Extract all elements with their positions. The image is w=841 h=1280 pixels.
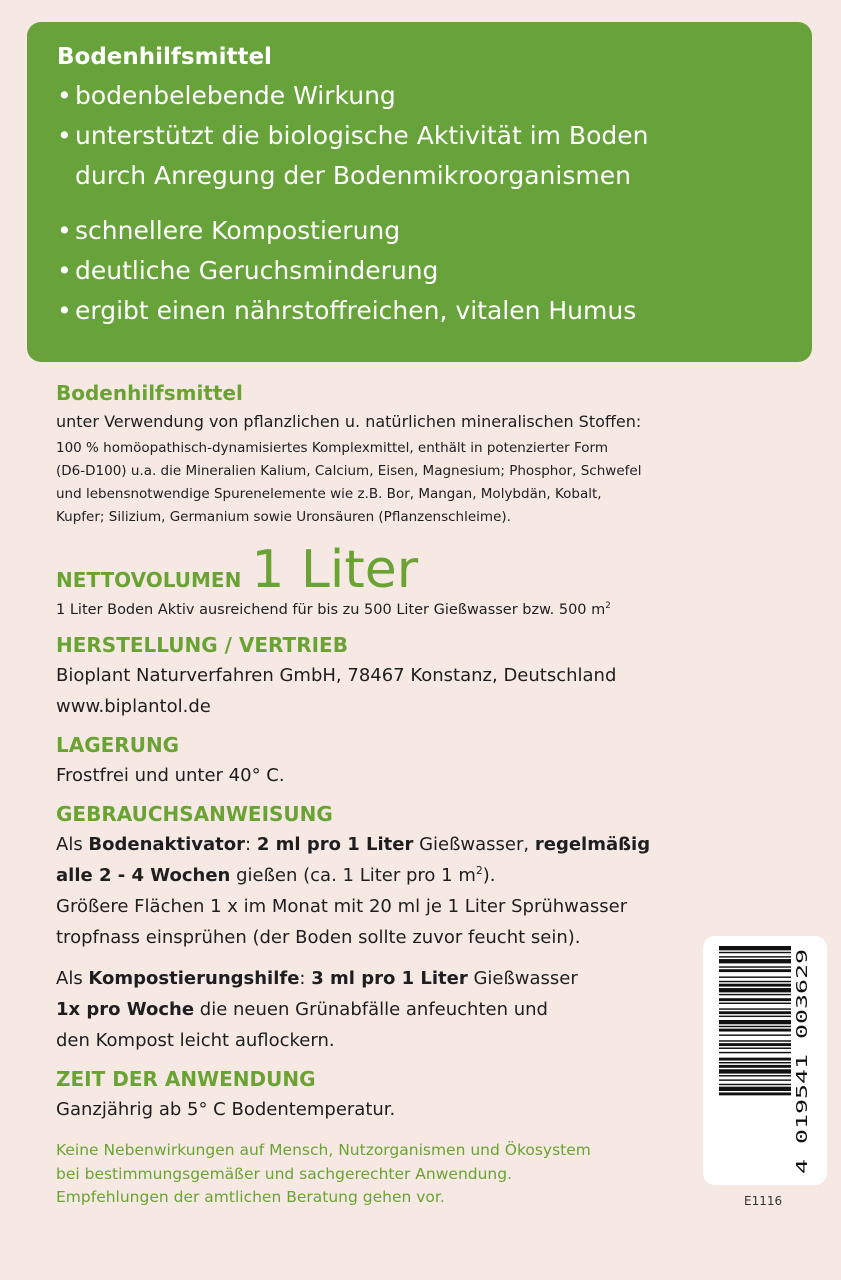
usage-text: gießen (ca. 1 Liter pro 1 m bbox=[230, 865, 476, 886]
benefits-title: Bodenhilfsmittel bbox=[57, 44, 272, 70]
usage-bold: 3 ml pro 1 Liter bbox=[311, 968, 468, 989]
usage-bold: alle 2 - 4 Wochen bbox=[56, 865, 231, 886]
usage-bold: Bodenaktivator bbox=[88, 834, 246, 855]
usage-text: : bbox=[245, 834, 257, 855]
product-info bbox=[56, 378, 796, 1210]
usage-text: : bbox=[299, 968, 312, 989]
manufacturer-section bbox=[56, 630, 796, 722]
net-volume-value: 1 Liter bbox=[251, 540, 419, 600]
safety-note-line: Keine Nebenwirkungen auf Mensch, Nutzorganismen und Ökosystem bbox=[56, 1141, 591, 1159]
usage-heading: GEBRAUCHSANWEISUNG bbox=[56, 802, 333, 826]
barcode-bar bbox=[719, 1034, 791, 1035]
benefits-panel bbox=[27, 22, 812, 362]
barcode-bar bbox=[719, 988, 791, 992]
barcode-bar bbox=[719, 1043, 791, 1046]
barcode-bar bbox=[719, 1052, 791, 1053]
storage-heading: LAGERUNG bbox=[56, 733, 180, 757]
usage-sup: 2 bbox=[475, 864, 483, 877]
ingredients-line: 100 % homöopathisch-dynamisiertes Komplexmittel, enthält in potenzierter Form bbox=[56, 440, 608, 456]
composition-subtitle: unter Verwendung von pflanzlichen u. natürlichen mineralischen Stoffen: bbox=[56, 412, 642, 431]
barcode-bar bbox=[719, 959, 791, 963]
usage-text: Als bbox=[56, 834, 89, 855]
benefit-item bbox=[57, 116, 812, 196]
barcode-bar bbox=[719, 1084, 791, 1085]
benefit-item: • deutliche Geruchsminderung bbox=[57, 251, 812, 291]
barcode-bar bbox=[719, 1069, 791, 1073]
usage-bold: 1x pro Woche bbox=[56, 999, 195, 1020]
usage-bold: Kompostierungshilfe bbox=[88, 968, 300, 989]
benefit-item: • schnellere Kompostierung bbox=[57, 211, 812, 251]
storage-section bbox=[56, 730, 796, 791]
barcode-bar bbox=[719, 998, 791, 1001]
usage-bold: 2 ml pro 1 Liter bbox=[256, 834, 414, 855]
barcode-bar bbox=[719, 1087, 791, 1091]
barcode-bar bbox=[719, 956, 791, 957]
manufacturer-address: Bioplant Naturverfahren GmbH, 78467 Konstanz, Deutschland bbox=[56, 665, 617, 686]
product-code: E1116 bbox=[744, 1194, 783, 1208]
usage-text: ). bbox=[482, 865, 496, 886]
barcode-digits: 4 019541 003629 bbox=[793, 1038, 811, 1174]
barcode-bar bbox=[719, 1040, 791, 1041]
volume-note bbox=[56, 598, 796, 622]
barcode-bar bbox=[719, 1029, 791, 1032]
timing-heading: ZEIT DER ANWENDUNG bbox=[56, 1067, 316, 1091]
barcode-bar bbox=[719, 969, 791, 972]
barcode-bar bbox=[719, 1003, 791, 1004]
barcode-bar bbox=[719, 946, 791, 950]
barcode-bar bbox=[719, 984, 791, 987]
net-volume bbox=[56, 540, 796, 600]
barcode-bar bbox=[719, 1075, 791, 1076]
barcode-bar bbox=[719, 994, 791, 995]
barcode-bar bbox=[719, 966, 791, 967]
timing-section bbox=[56, 1064, 796, 1125]
barcode-bar bbox=[719, 981, 791, 982]
safety-note bbox=[56, 1139, 796, 1210]
barcode-bar bbox=[719, 1065, 791, 1068]
barcode-bar bbox=[719, 1016, 791, 1017]
barcode-graphic bbox=[719, 946, 813, 1175]
manufacturer-website: www.biplantol.de bbox=[56, 696, 211, 717]
barcode-bar bbox=[719, 1079, 791, 1080]
ingredients-line: Kupfer; Silizium, Germanium sowie Uronsäuren (Pflanzenschleime). bbox=[56, 509, 511, 525]
usage-text: Gießwasser, bbox=[413, 834, 535, 855]
benefit-item-line: durch Anregung der Bodenmikroorganismen bbox=[75, 161, 631, 190]
barcode-bar bbox=[719, 952, 791, 953]
barcode-bar bbox=[719, 1008, 791, 1009]
usage-section bbox=[56, 799, 796, 1056]
safety-note-line: Empfehlungen der amtlichen Beratung gehen vor. bbox=[56, 1188, 445, 1206]
usage-text: Gießwasser bbox=[467, 968, 578, 989]
usage-text: Größere Flächen 1 x im Monat mit 20 ml je 1 Liter Sprühwasser bbox=[56, 896, 628, 917]
timing-text: Ganzjährig ab 5° C Bodentemperatur. bbox=[56, 1099, 396, 1120]
usage-paragraph-2 bbox=[56, 963, 796, 1056]
ingredients-line: (D6-D100) u.a. die Mineralien Kalium, Calcium, Eisen, Magnesium; Phosphor, Schwefel bbox=[56, 463, 642, 479]
ingredients-line: und lebensnotwendige Spurenelemente wie z.B. Bor, Mangan, Molybdän, Kobalt, bbox=[56, 486, 602, 502]
volume-note-sup: 2 bbox=[605, 601, 611, 612]
benefit-item: • ergibt einen nährstoffreichen, vitalen Humus bbox=[57, 291, 812, 331]
manufacturer-heading: HERSTELLUNG / VERTRIEB bbox=[56, 633, 348, 657]
net-volume-label: NETTOVOLUMEN bbox=[56, 568, 242, 592]
barcode-bar bbox=[719, 1011, 791, 1014]
barcode-bar bbox=[719, 1026, 791, 1027]
storage-text: Frostfrei und unter 40° C. bbox=[56, 765, 285, 786]
barcode bbox=[703, 936, 827, 1185]
barcode-bar bbox=[719, 1058, 791, 1061]
composition-title: Bodenhilfsmittel bbox=[56, 381, 243, 405]
barcode-bar bbox=[719, 1092, 791, 1095]
usage-text: Als bbox=[56, 968, 89, 989]
ingredients-text bbox=[56, 437, 796, 529]
barcode-bar bbox=[719, 976, 791, 977]
usage-text: den Kompost leicht auflockern. bbox=[56, 1030, 335, 1051]
benefit-item: • bodenbelebende Wirkung bbox=[57, 76, 812, 116]
usage-text: die neuen Grünabfälle anfeuchten und bbox=[194, 999, 548, 1020]
barcode-bar bbox=[719, 1062, 791, 1063]
safety-note-line: bei bestimmungsgemäßer und sachgerechter Anwendung. bbox=[56, 1164, 513, 1183]
barcode-bars bbox=[719, 946, 791, 1095]
benefit-item-line: unterstützt die biologische Aktivität im Boden bbox=[75, 121, 649, 150]
barcode-bar bbox=[719, 1020, 791, 1024]
usage-bold: regelmäßig bbox=[534, 834, 651, 855]
volume-note-text: 1 Liter Boden Aktiv ausreichend für bis zu 500 Liter Gießwasser bzw. 500 m bbox=[56, 602, 606, 618]
benefits-list bbox=[57, 76, 812, 331]
barcode-bar bbox=[719, 1048, 791, 1049]
usage-text: tropfnass einsprühen (der Boden sollte zuvor feucht sein). bbox=[56, 927, 581, 948]
usage-paragraph-1 bbox=[56, 829, 796, 953]
